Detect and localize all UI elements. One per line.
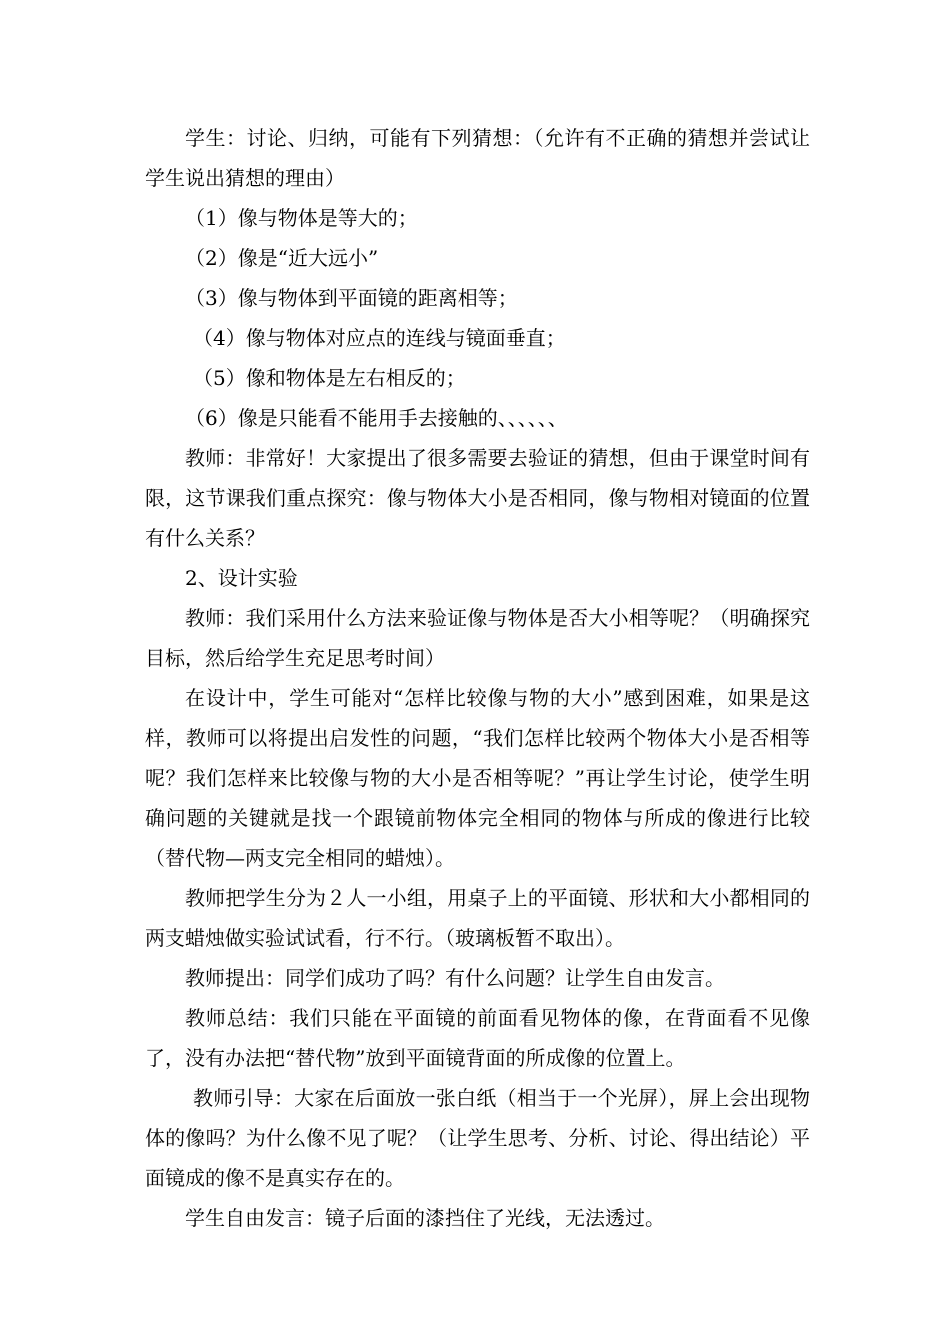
document-body [145,118,810,1238]
paragraph-teacher-question: 教师提出：同学们成功了吗？有什么问题？让学生自由发言。 [185,966,725,990]
section-heading-design-experiment: 2、设计实验 [185,566,298,590]
paragraph-group-experiment: 教师把学生分为２人一小组，用桌子上的平面镜、形状和大小都相同的两支蜡烛做实验试试看，行不行。（玻璃板暂不取出）。 [145,886,810,950]
paragraph-student-guesses: 学生：讨论、归纳，可能有下列猜想：（允许有不正确的猜想并尝试让学生说出猜想的理由） [145,126,810,190]
paragraph-teacher-guidance: 教师引导：大家在后面放一张白纸（相当于一个光屏），屏上会出现物体的像吗？为什么像不见了呢？（让学生思考、分析、讨论、得出结论）平面镜成的像不是真实存在的。 [145,1086,810,1190]
list-item-guess-1: （1）像与物体是等大的； [185,206,418,230]
paragraph-student-response: 学生自由发言：镜子后面的漆挡住了光线，无法透过。 [185,1206,665,1230]
paragraph-teacher-summary: 教师总结：我们只能在平面镜的前面看见物体的像，在背面看不见像了，没有办法把“替代物”放到平面镜背面的所成像的位置上。 [145,1006,810,1070]
list-item-guess-3: （3）像与物体到平面镜的距离相等； [185,286,518,310]
paragraph-design-difficulty: 在设计中，学生可能对“怎样比较像与物的大小”感到困难，如果是这样，教师可以将提出启发性的问题，“我们怎样比较两个物体大小是否相等呢？我们怎样来比较像与物的大小是否相等呢？”再让学生讨论，使学生明确问题的关键就是找一个跟镜前物体完全相同的物体与所成的像进行比较（替代物—两支完全相同的蜡烛）。 [145,686,810,870]
paragraph-teacher-praise: 教师：非常好！大家提出了很多需要去验证的猜想，但由于课堂时间有限，这节课我们重点探究：像与物体大小是否相同，像与物相对镜面的位置有什么关系？ [145,446,810,550]
list-item-guess-2: （2）像是“近大远小” [185,246,379,270]
list-item-guess-6: （6）像是只能看不能用手去接触的、、、、、、 [185,406,568,430]
list-item-guess-5: （5）像和物体是左右相反的； [193,366,466,390]
list-item-guess-4: （4）像与物体对应点的连线与镜面垂直； [193,326,566,350]
paragraph-teacher-method: 教师：我们采用什么方法来验证像与物体是否大小相等呢？（明确探究目标，然后给学生充足思考时间） [145,606,810,670]
